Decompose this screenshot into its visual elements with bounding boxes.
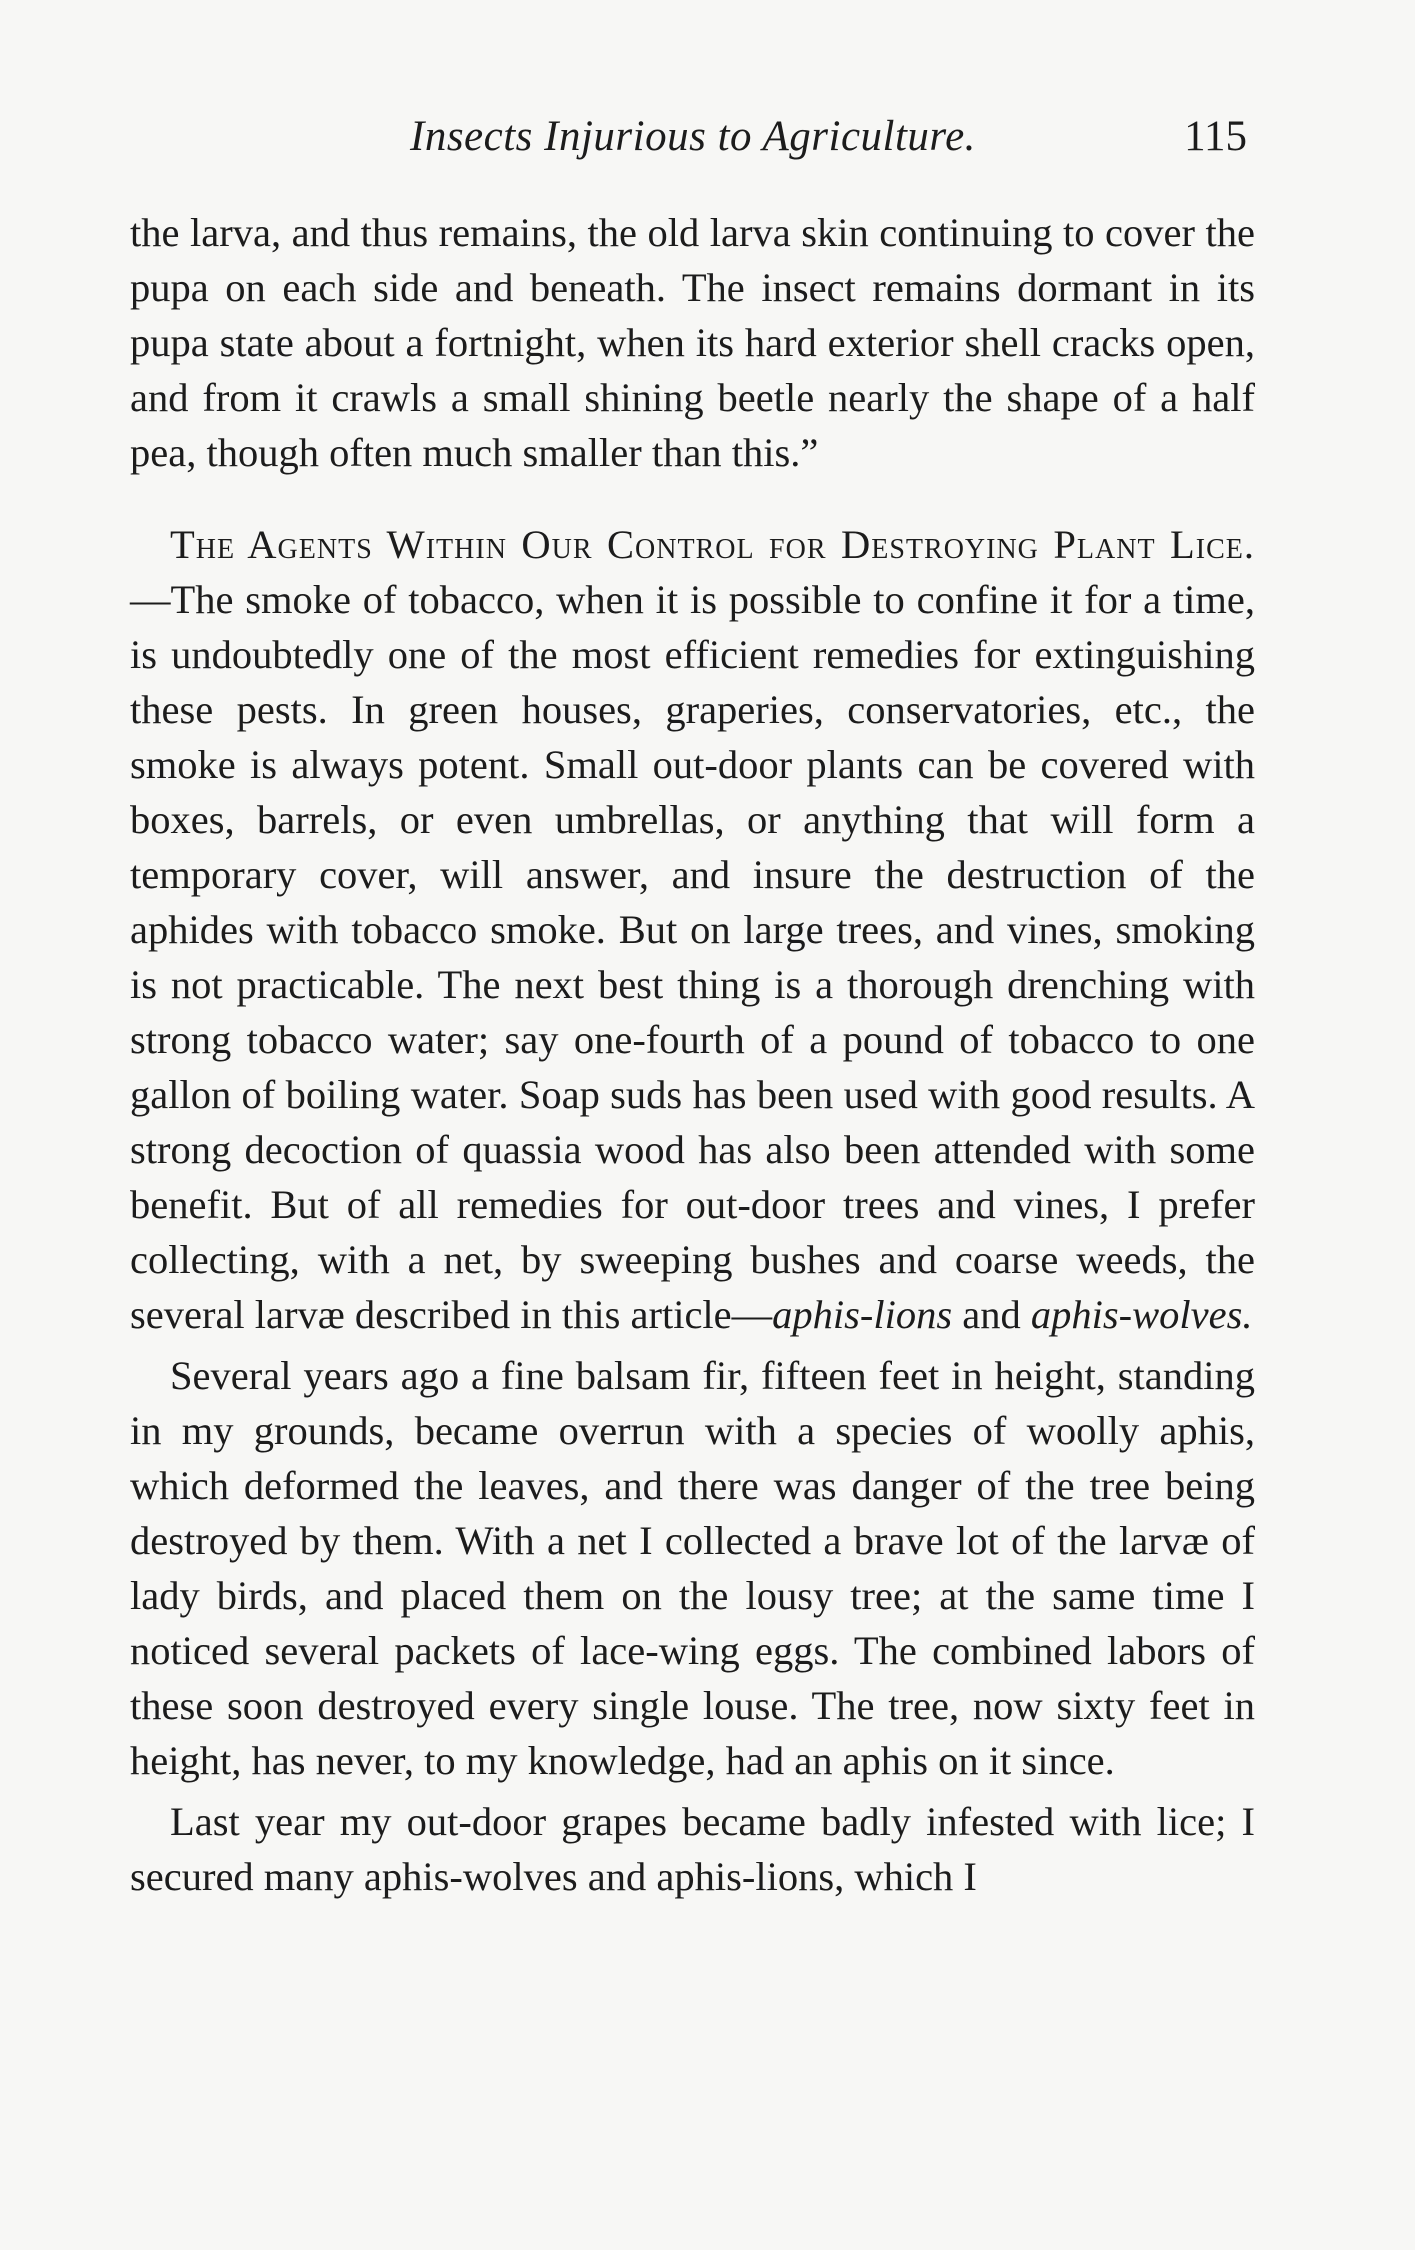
paragraph-continuation: the larva, and thus remains, the old larva skin continuing to cover the pupa on each side and beneath. The insect remains dormant in its pupa state about a fortnight, when its hard exterior shell cracks open, and from it crawls a small shining beetle nearly the shape of a half pea, though often much smaller than this.” bbox=[130, 210, 1255, 475]
body-text bbox=[130, 205, 1255, 1904]
paragraph-balsam-fir: Several years ago a fine balsam fir, fifteen feet in height, standing in my grounds, became overrun with a species of woolly aphis, which deformed the leaves, and there was danger of the tree being destroyed by them. With a net I collected a brave lot of the larvæ of lady birds, and placed them on the lousy tree; at the same time I noticed several packets of lace-wing eggs. The combined labors of these soon destroyed every single louse. The tree, now sixty feet in height, has never, to my knowledge, had an aphis on it since. bbox=[130, 1353, 1255, 1783]
paragraph-conjunction: and bbox=[952, 1292, 1031, 1337]
running-title: Insects Injurious to Agriculture. bbox=[410, 113, 976, 160]
paragraph-text: —The smoke of tobacco, when it is possible to confine it for a time, is undoubtedly one of the most efficient remedies for extinguishing these pests. In green houses, graperies, conservatories, etc., the smoke is always potent. Small out-door plants can be covered with boxes, barrels, or even umbrellas, or anything that will form a temporary cover, will answer, and insure the destruction of the aphides with tobacco smoke. But on large trees, and vines, smoking is not practicable. The next best thing is a thorough drenching with strong tobacco water; say one-fourth of a pound of tobacco to one gallon of boiling water. Soap suds has been used with good results. A strong decoction of quassia wood has also been attended with some benefit. But of all remedies for out-door trees and vines, I prefer collecting, with a net, by sweeping bushes and coarse weeds, the several larvæ described in this article— bbox=[130, 577, 1255, 1337]
italic-term-aphis-lions: aphis-lions bbox=[772, 1292, 953, 1337]
section-heading: The Agents Within Our Control for Destroying Plant Lice. bbox=[170, 522, 1255, 567]
running-head bbox=[130, 112, 1255, 172]
page-number: 115 bbox=[1184, 113, 1247, 160]
paragraph-grapes: Last year my out-door grapes became badly infested with lice; I secured many aphis-wolves and aphis-lions, which I bbox=[130, 1799, 1255, 1899]
italic-term-aphis-wolves: aphis-wolves. bbox=[1030, 1292, 1253, 1337]
paragraph-agents-section bbox=[130, 517, 1255, 1342]
